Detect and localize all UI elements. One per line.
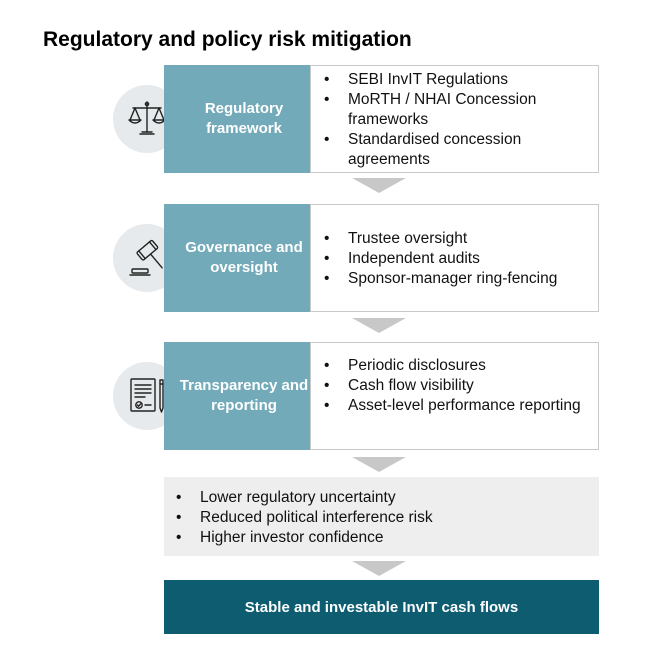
- stage-bullets-box: [310, 342, 599, 450]
- stage-governance-oversight: [113, 204, 599, 312]
- outcomes-box: [164, 477, 599, 556]
- bullet-item: • Trustee oversight: [322, 229, 590, 249]
- gavel-icon: [126, 237, 168, 279]
- bullet-item: • Sponsor-manager ring-fencing: [322, 269, 590, 289]
- down-arrow-icon: [352, 561, 406, 576]
- down-arrow-icon: [352, 318, 406, 333]
- bullet-item: • Cash flow visibility: [322, 376, 590, 396]
- bullet-item: • Independent audits: [322, 249, 590, 269]
- stage-label: Transparency and reporting: [164, 342, 310, 450]
- bullet-item: • SEBI InvIT Regulations: [322, 70, 590, 90]
- stage-label: Regulatory framework: [164, 65, 310, 173]
- stage-regulatory-framework: [113, 65, 599, 173]
- stage-bullets-box: [310, 204, 599, 312]
- down-arrow-icon: [352, 178, 406, 193]
- final-outcome-banner: Stable and investable InvIT cash flows: [164, 580, 599, 634]
- outcome-item: • Higher investor confidence: [174, 528, 589, 548]
- report-document-icon: [125, 374, 169, 418]
- bullet-item: • Standardised concession agreements: [322, 130, 590, 170]
- outcome-item: • Lower regulatory uncertainty: [174, 488, 589, 508]
- down-arrow-icon: [352, 457, 406, 472]
- bullet-item: • MoRTH / NHAI Concession frameworks: [322, 90, 590, 130]
- stage-label: Governance and oversight: [164, 204, 310, 312]
- stage-transparency-reporting: [113, 342, 599, 450]
- outcome-item: • Reduced political interference risk: [174, 508, 589, 528]
- scales-icon: [126, 98, 168, 140]
- bullet-item: • Asset-level performance reporting: [322, 396, 590, 416]
- page-title: Regulatory and policy risk mitigation: [43, 28, 412, 51]
- bullet-item: • Periodic disclosures: [322, 356, 590, 376]
- stage-bullets-box: [310, 65, 599, 173]
